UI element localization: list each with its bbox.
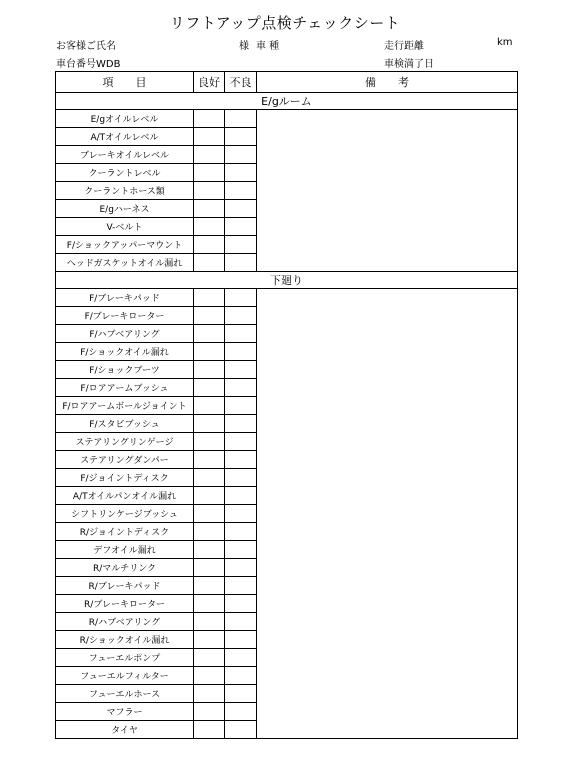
- good-checkbox-cell[interactable]: [194, 379, 225, 397]
- item-name: R/ブレーキパッド: [56, 577, 194, 595]
- item-name: ヘッドガスケットオイル漏れ: [56, 254, 194, 272]
- bad-checkbox-cell[interactable]: [225, 164, 257, 182]
- good-checkbox-cell[interactable]: [194, 559, 225, 577]
- good-checkbox-cell[interactable]: [194, 289, 225, 307]
- good-checkbox-cell[interactable]: [194, 649, 225, 667]
- good-checkbox-cell[interactable]: [194, 200, 225, 218]
- item-name: A/Tオイルパンオイル漏れ: [56, 487, 194, 505]
- good-checkbox-cell[interactable]: [194, 685, 225, 703]
- good-checkbox-cell[interactable]: [194, 361, 225, 379]
- item-name: F/ロアアームブッシュ: [56, 379, 194, 397]
- bad-checkbox-cell[interactable]: [225, 667, 257, 685]
- mileage-unit: km: [497, 37, 513, 48]
- bad-checkbox-cell[interactable]: [225, 487, 257, 505]
- good-checkbox-cell[interactable]: [194, 469, 225, 487]
- item-name: ステアリングリンゲージ: [56, 433, 194, 451]
- header-item: 項 目: [56, 72, 194, 93]
- bad-checkbox-cell[interactable]: [225, 343, 257, 361]
- item-name: クーラントホース類: [56, 182, 194, 200]
- header-remarks: 備 考: [257, 72, 518, 93]
- bad-checkbox-cell[interactable]: [225, 541, 257, 559]
- bad-checkbox-cell[interactable]: [225, 595, 257, 613]
- good-checkbox-cell[interactable]: [194, 164, 225, 182]
- item-name: R/マルチリンク: [56, 559, 194, 577]
- good-checkbox-cell[interactable]: [194, 433, 225, 451]
- item-name: フューエルポンプ: [56, 649, 194, 667]
- bad-checkbox-cell[interactable]: [225, 307, 257, 325]
- bad-checkbox-cell[interactable]: [225, 325, 257, 343]
- header-good: 良好: [194, 72, 225, 93]
- bad-checkbox-cell[interactable]: [225, 128, 257, 146]
- bad-checkbox-cell[interactable]: [225, 200, 257, 218]
- good-checkbox-cell[interactable]: [194, 505, 225, 523]
- bad-checkbox-cell[interactable]: [225, 110, 257, 128]
- bad-checkbox-cell[interactable]: [225, 721, 257, 739]
- item-name: F/ショックオイル漏れ: [56, 343, 194, 361]
- good-checkbox-cell[interactable]: [194, 487, 225, 505]
- checklist-row: [56, 289, 518, 307]
- item-name: マフラー: [56, 703, 194, 721]
- item-name: F/ジョイントディスク: [56, 469, 194, 487]
- good-checkbox-cell[interactable]: [194, 451, 225, 469]
- good-checkbox-cell[interactable]: [194, 397, 225, 415]
- honorific-label: 様: [239, 41, 249, 52]
- item-name: R/ブレーキローター: [56, 595, 194, 613]
- item-name: フューエルフィルター: [56, 667, 194, 685]
- good-checkbox-cell[interactable]: [194, 523, 225, 541]
- mileage-label: 走行距離: [384, 41, 424, 52]
- item-name: F/ショックブーツ: [56, 361, 194, 379]
- bad-checkbox-cell[interactable]: [225, 218, 257, 236]
- bad-checkbox-cell[interactable]: [225, 361, 257, 379]
- good-checkbox-cell[interactable]: [194, 631, 225, 649]
- bad-checkbox-cell[interactable]: [225, 182, 257, 200]
- good-checkbox-cell[interactable]: [194, 613, 225, 631]
- item-name: ブレーキオイルレベル: [56, 146, 194, 164]
- bad-checkbox-cell[interactable]: [225, 379, 257, 397]
- item-name: F/ハブベアリング: [56, 325, 194, 343]
- bad-checkbox-cell[interactable]: [225, 254, 257, 272]
- good-checkbox-cell[interactable]: [194, 146, 225, 164]
- good-checkbox-cell[interactable]: [194, 541, 225, 559]
- good-checkbox-cell[interactable]: [194, 415, 225, 433]
- bad-checkbox-cell[interactable]: [225, 236, 257, 254]
- item-name: F/ブレーキパッド: [56, 289, 194, 307]
- chassis-number-label: 車台番号WDB: [56, 59, 121, 70]
- bad-checkbox-cell[interactable]: [225, 523, 257, 541]
- item-name: R/ショックオイル漏れ: [56, 631, 194, 649]
- good-checkbox-cell[interactable]: [194, 667, 225, 685]
- item-name: R/ジョイントディスク: [56, 523, 194, 541]
- inspection-expiry-label: 車検満了日: [384, 59, 434, 70]
- item-name: E/gハーネス: [56, 200, 194, 218]
- good-checkbox-cell[interactable]: [194, 218, 225, 236]
- bad-checkbox-cell[interactable]: [225, 631, 257, 649]
- item-name: V-ベルト: [56, 218, 194, 236]
- bad-checkbox-cell[interactable]: [225, 649, 257, 667]
- item-name: ステアリングダンパー: [56, 451, 194, 469]
- bad-checkbox-cell[interactable]: [225, 415, 257, 433]
- bad-checkbox-cell[interactable]: [225, 613, 257, 631]
- remarks-cell[interactable]: [257, 289, 518, 739]
- item-name: A/Tオイルレベル: [56, 128, 194, 146]
- good-checkbox-cell[interactable]: [194, 721, 225, 739]
- good-checkbox-cell[interactable]: [194, 325, 225, 343]
- bad-checkbox-cell[interactable]: [225, 685, 257, 703]
- item-name: タイヤ: [56, 721, 194, 739]
- good-checkbox-cell[interactable]: [194, 254, 225, 272]
- item-name: E/gオイルレベル: [56, 110, 194, 128]
- section-header: 下廻り: [56, 272, 518, 289]
- customer-name-label: お客様ご氏名: [56, 41, 116, 52]
- good-checkbox-cell[interactable]: [194, 236, 225, 254]
- item-name: R/ハブベアリング: [56, 613, 194, 631]
- remarks-cell[interactable]: [257, 110, 518, 272]
- good-checkbox-cell[interactable]: [194, 307, 225, 325]
- bad-checkbox-cell[interactable]: [225, 146, 257, 164]
- bad-checkbox-cell[interactable]: [225, 703, 257, 721]
- bad-checkbox-cell[interactable]: [225, 505, 257, 523]
- item-name: クーラントレベル: [56, 164, 194, 182]
- sheet-title: リフトアップ点検チェックシート: [169, 14, 401, 32]
- bad-checkbox-cell[interactable]: [225, 289, 257, 307]
- checklist-row: [56, 110, 518, 128]
- good-checkbox-cell[interactable]: [194, 128, 225, 146]
- good-checkbox-cell[interactable]: [194, 577, 225, 595]
- vehicle-model-label: 車 種: [256, 41, 280, 52]
- item-name: F/ショックアッパーマウント: [56, 236, 194, 254]
- bad-checkbox-cell[interactable]: [225, 559, 257, 577]
- item-name: シフトリンケージブッシュ: [56, 505, 194, 523]
- item-name: F/ブレーキローター: [56, 307, 194, 325]
- good-checkbox-cell[interactable]: [194, 182, 225, 200]
- bad-checkbox-cell[interactable]: [225, 433, 257, 451]
- good-checkbox-cell[interactable]: [194, 703, 225, 721]
- item-name: デフオイル漏れ: [56, 541, 194, 559]
- section-header: E/gルーム: [56, 93, 518, 110]
- checklist-table: [55, 71, 518, 739]
- good-checkbox-cell[interactable]: [194, 110, 225, 128]
- bad-checkbox-cell[interactable]: [225, 577, 257, 595]
- bad-checkbox-cell[interactable]: [225, 469, 257, 487]
- item-name: F/ロアアームボールジョイント: [56, 397, 194, 415]
- bad-checkbox-cell[interactable]: [225, 397, 257, 415]
- item-name: フューエルホース: [56, 685, 194, 703]
- bad-checkbox-cell[interactable]: [225, 451, 257, 469]
- item-name: F/スタビブッシュ: [56, 415, 194, 433]
- good-checkbox-cell[interactable]: [194, 343, 225, 361]
- header-bad: 不良: [225, 72, 257, 93]
- good-checkbox-cell[interactable]: [194, 595, 225, 613]
